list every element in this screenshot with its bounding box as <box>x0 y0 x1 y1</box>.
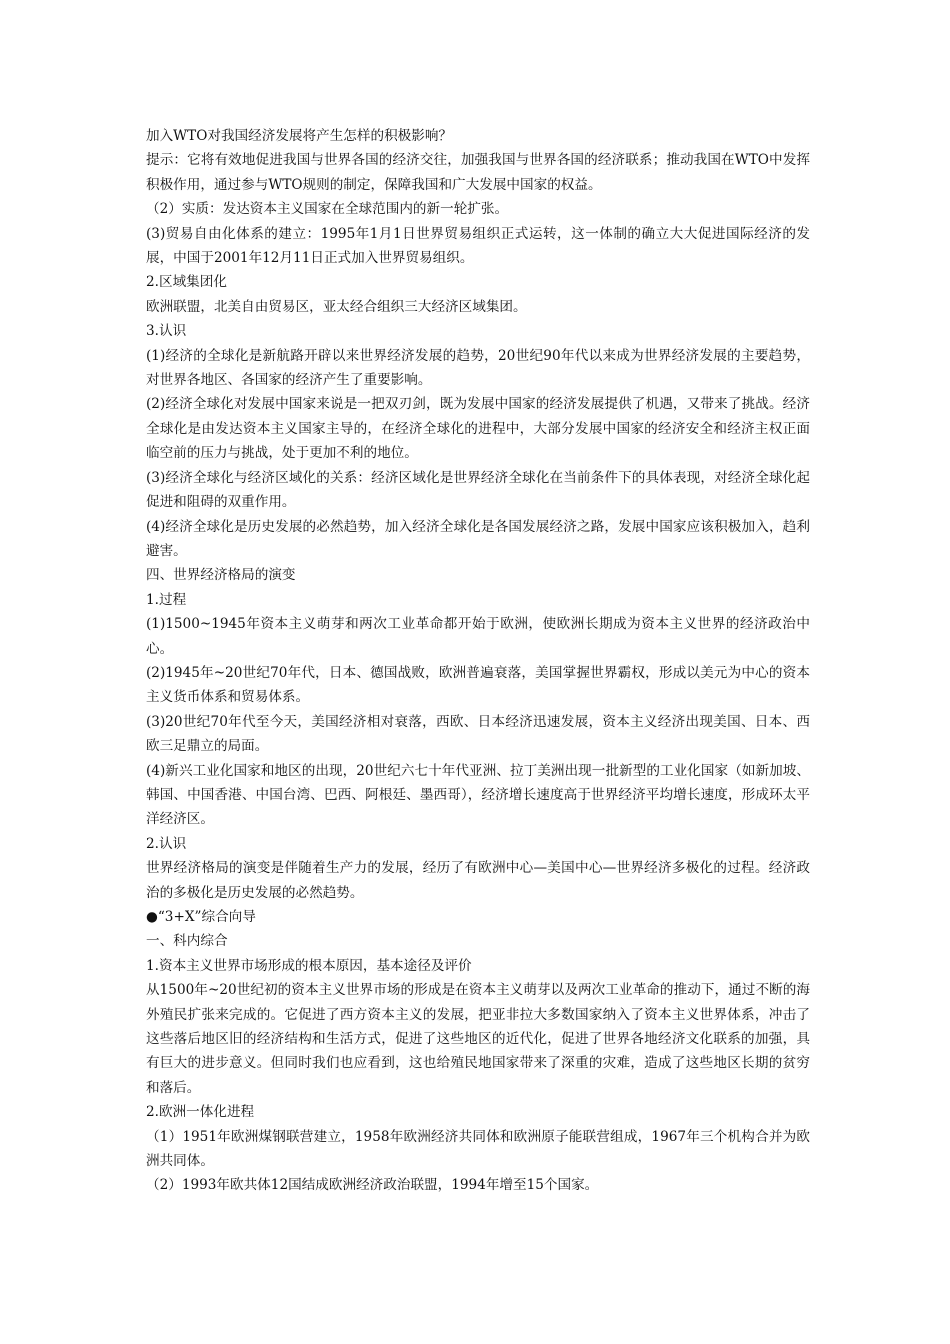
process-item-4: (4)新兴工业化国家和地区的出现，20世纪六七十年代亚洲、拉丁美洲出现一批新型的工业化国家（如新加坡、韩国、中国香港、中国台湾、巴西、阿根廷、墨西哥），经济增长速度高于世界经济平均增长速度，形成环太平洋经济区。 <box>146 762 810 828</box>
guide-heading: ●“3+X”综合向导 <box>146 909 256 925</box>
evolution-summary-paragraph: 世界经济格局的演变是伴随着生产力的发展，经历了有欧洲中心—美国中心—世界经济多极化的过程。经济政治的多极化是历史发展的必然趋势。 <box>146 860 810 901</box>
essence-paragraph: （2）实质：发达资本主义国家在全球范围内的新一轮扩张。 <box>146 201 509 218</box>
eu-item-2: （2）1993年欧共体12国结成欧洲经济政治联盟，1994年增至15个国家。 <box>146 1177 599 1194</box>
hint-paragraph: 提示：它将有效地促进我国与世界各国的经济交往，加强我国与世界各国的经济联系；推动我国在WTO中发挥积极作用，通过参与WTO规则的制定，保障我国和广大发展中国家的权益。 <box>146 152 810 193</box>
eu-item-1: （1）1951年欧洲煤钢联营建立，1958年欧洲经济共同体和欧洲原子能联营组成，1967年三个机构合并为欧洲共同体。 <box>146 1128 810 1170</box>
chapter-heading-intra-subject: 一、科内综合 <box>146 933 228 950</box>
world-market-paragraph: 从1500年~20世纪初的资本主义世界市场的形成是在资本主义萌芽以及两次工业革命的推动下，通过不断的海外殖民扩张来完成的。它促进了西方资本主义的发展，把亚非拉大多数国家纳入了资本主义世界体系，冲击了这些落后地区旧的经济结构和生活方式，促进了这些地区的近代化，促进了世界各地经济文化联系的加强，具有巨大的进步意义。但同时我们也应看到，这也给殖民地国家带来了深重的灾难，造成了这些地区长期的贫穷和落后。 <box>146 982 810 1096</box>
process-item-2: (2)1945年~20世纪70年代，日本、德国战败，欧洲普遍衰落，美国掌握世界霸权，形成以美元为中心的资本主义货币体系和贸易体系。 <box>146 664 810 706</box>
section-heading-regional: 2.区域集团化 <box>146 274 227 291</box>
section-heading-understanding: 3.认识 <box>146 323 187 340</box>
regional-groups-paragraph: 欧洲联盟，北美自由贸易区，亚太经合组织三大经济区域集团。 <box>146 298 527 315</box>
section-heading-world-market: 1.资本主义世界市场形成的根本原因，基本途径及评价 <box>146 957 472 974</box>
section-heading-eu-integration: 2.欧洲一体化进程 <box>146 1104 255 1121</box>
process-item-3: (3)20世纪70年代至今天，美国经济相对衰落，西欧、日本经济迅速发展，资本主义经济出现美国、日本、西欧三足鼎立的局面。 <box>146 713 810 755</box>
chapter-heading-world-economy: 四、世界经济格局的演变 <box>146 567 296 584</box>
section-heading-understanding-2: 2.认识 <box>146 835 187 852</box>
trade-system-paragraph: (3)贸易自由化体系的建立：1995年1月1日世界贸易组织正式运转，这一体制的确立大大促进国际经济的发展，中国于2001年12月11日正式加入世界贸易组织。 <box>146 225 810 267</box>
understanding-item-1: (1)经济的全球化是新航路开辟以来世界经济发展的趋势，20世纪90年代以来成为世界经济发展的主要趋势，对世界各地区、各国家的经济产生了重要影响。 <box>146 347 810 389</box>
document-body <box>146 124 810 1198</box>
question-wto: 加入WTO对我国经济发展将产生怎样的积极影响？ <box>146 128 453 144</box>
understanding-item-3: (3)经济全球化与经济区域化的关系：经济区域化是世界经济全球化在当前条件下的具体表现，对经济全球化起促进和阻碍的双重作用。 <box>146 469 810 511</box>
process-item-1: (1)1500~1945年资本主义萌芽和两次工业革命都开始于欧洲，使欧洲长期成为资本主义世界的经济政治中心。 <box>146 616 810 657</box>
understanding-item-4: (4)经济全球化是历史发展的必然趋势，加入经济全球化是各国发展经济之路，发展中国家应该积极加入，趋利避害。 <box>146 518 810 559</box>
section-heading-process: 1.过程 <box>146 591 187 608</box>
understanding-item-2: (2)经济全球化对发展中国家来说是一把双刃剑，既为发展中国家的经济发展提供了机遇，又带来了挑战。经济全球化是由发达资本主义国家主导的，在经济全球化的进程中，大部分发展中国家的经济安全和经济主权正面临空前的压力与挑战，处于更加不利的地位。 <box>146 396 810 462</box>
